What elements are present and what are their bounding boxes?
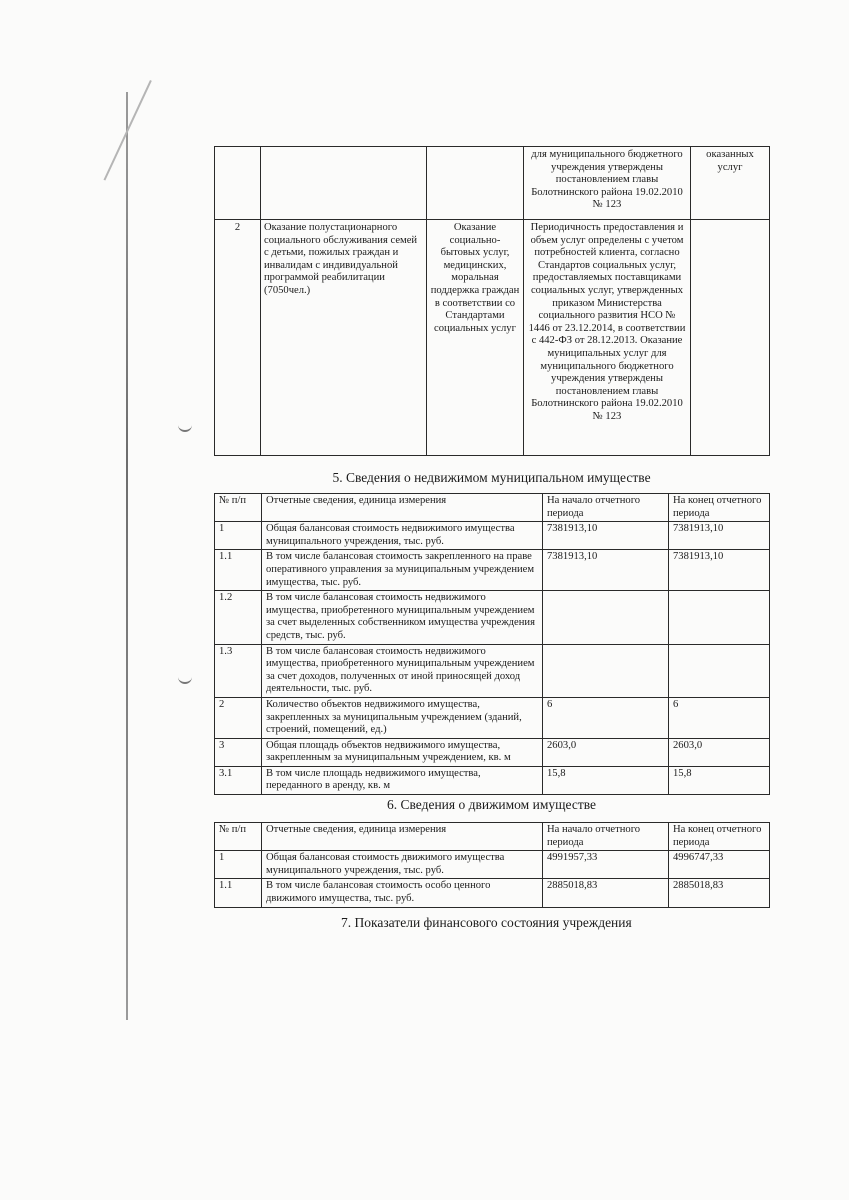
cell-end: 7381913,10 [669,522,770,550]
header-desc: Отчетные сведения, единица измерения [262,494,543,522]
section-5-title: 5. Сведения о недвижимом муниципальном имуществе [332,470,651,485]
cell-num: 1 [215,522,262,550]
header-desc: Отчетные сведения, единица измерения [262,823,543,851]
cell-end: 7381913,10 [669,550,770,591]
cell-content: Оказание социально-бытовых услуг, медицинских, моральная поддержка граждан в соответствии со Стандартами социальных услуг [427,220,524,456]
cell-start [543,591,669,644]
table-row [215,147,770,220]
table-row [215,879,770,907]
cell-end: 15,8 [669,766,770,794]
cell-end [669,591,770,644]
table-header-row [215,494,770,522]
cell-desc: В том числе балансовая стоимость особо ценного движимого имущества, тыс. руб. [262,879,543,907]
cell-content [427,147,524,220]
table-row [215,738,770,766]
table-row [215,697,770,738]
cell-desc: Общая площадь объектов недвижимого имущества, закрепленным за муниципальным учреждением, кв. м [262,738,543,766]
realty-table [214,493,770,795]
header-end: На конец отчетного периода [669,823,770,851]
cell-info: оказанных услуг [691,147,770,220]
table-row [215,220,770,456]
cell-num: 1 [215,851,262,879]
cell-num: 3 [215,738,262,766]
cell-start: 7381913,10 [543,550,669,591]
header-start: На начало отчетного периода [543,494,669,522]
scan-mark [178,424,192,432]
cell-desc: В том числе балансовая стоимость недвижимого имущества, приобретенного муниципальным учреждением за счет доходов, полученных от иной приносящей доход деятельности, тыс. руб. [262,644,543,697]
table-header-row [215,823,770,851]
scan-edge [126,92,128,1020]
cell-conditions: для муниципального бюджетного учреждения утверждены постановлением главы Болотнинского района 19.02.2010 № 123 [524,147,691,220]
section-7-title: 7. Показатели финансового состояния учреждения [341,915,632,930]
movable-table [214,822,770,908]
cell-num [215,147,261,220]
cell-info [691,220,770,456]
cell-num: 1.1 [215,550,262,591]
header-end: На конец отчетного периода [669,494,770,522]
table-row [215,644,770,697]
cell-start: 6 [543,697,669,738]
table-row [215,550,770,591]
header-num: № п/п [215,823,262,851]
cell-desc: В том числе балансовая стоимость закрепленного на праве оперативного управления за муниципальным учреждением имущества, тыс. руб. [262,550,543,591]
cell-desc: Общая балансовая стоимость движимого имущества муниципального учреждения, тыс. руб. [262,851,543,879]
cell-service [261,147,427,220]
cell-start: 4991957,33 [543,851,669,879]
cell-start: 2885018,83 [543,879,669,907]
cell-desc: В том числе площадь недвижимого имущества, переданного в аренду, кв. м [262,766,543,794]
cell-start: 7381913,10 [543,522,669,550]
cell-num: 1.1 [215,879,262,907]
cell-end [669,644,770,697]
services-table [214,146,770,456]
cell-num: 1.3 [215,644,262,697]
cell-end: 2885018,83 [669,879,770,907]
cell-desc: В том числе балансовая стоимость недвижимого имущества, приобретенного муниципальным учреждением за счет выделенных собственником имущества учреждения средств, тыс. руб. [262,591,543,644]
section-6-title: 6. Сведения о движимом имуществе [386,797,597,812]
header-start: На начало отчетного периода [543,823,669,851]
table-row [215,851,770,879]
scan-mark [178,676,192,684]
cell-start: 15,8 [543,766,669,794]
table-row [215,522,770,550]
cell-end: 6 [669,697,770,738]
cell-num: 2 [215,220,261,456]
cell-start: 2603,0 [543,738,669,766]
header-num: № п/п [215,494,262,522]
cell-num: 3.1 [215,766,262,794]
cell-service: Оказание полустационарного социального обслуживания семей с детьми, пожилых граждан и инвалидам с индивидуальной программой реабилитации (7050чел.) [261,220,427,456]
cell-num: 1.2 [215,591,262,644]
cell-desc: Общая балансовая стоимость недвижимого имущества муниципального учреждения, тыс. руб. [262,522,543,550]
cell-start [543,644,669,697]
cell-end: 4996747,33 [669,851,770,879]
cell-desc: Количество объектов недвижимого имущества, закрепленных за муниципальным учреждением (зданий, строений, помещений, ед.) [262,697,543,738]
cell-num: 2 [215,697,262,738]
cell-conditions: Периодичность предоставления и объем услуг определены с учетом потребностей клиента, согласно Стандартов социальных услуг, предоставляемых поставщиками социальных услуг, утвержденных приказом Министерства социального развития НСО № 1446 от 23.12.2014, в соответствии с 442-ФЗ от 28.12.2013. Оказание муниципальных услуг для муниципального бюджетного учреждения утверждены постановлением главы Болотнинского района 19.02.2010 № 123 [524,220,691,456]
table-row [215,766,770,794]
table-row [215,591,770,644]
cell-end: 2603,0 [669,738,770,766]
